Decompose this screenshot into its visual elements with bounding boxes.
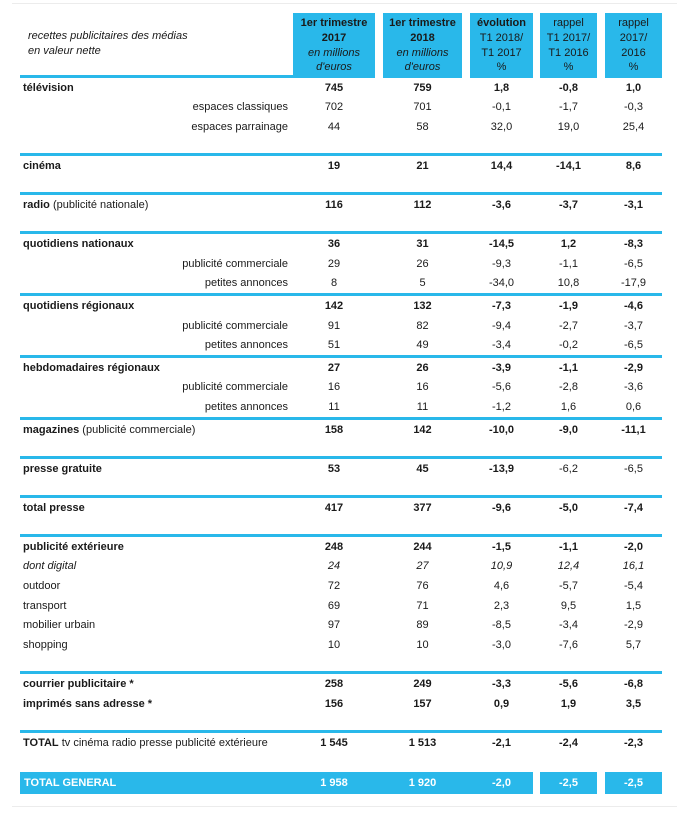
cell-value: -2,0 bbox=[492, 777, 511, 790]
table-row bbox=[20, 420, 662, 440]
cell-value: -6,5 bbox=[624, 339, 643, 352]
cell-value: 21 bbox=[416, 160, 429, 173]
cell-value: 1,8 bbox=[493, 81, 510, 94]
cell-value: -3,7 bbox=[559, 199, 578, 212]
bottom-hairline bbox=[12, 806, 677, 807]
table-title-line2: en valeur nette bbox=[28, 45, 101, 57]
cell-value: 19,0 bbox=[557, 120, 580, 133]
cell-value: 10 bbox=[327, 638, 341, 651]
row-label bbox=[20, 502, 293, 514]
table-row bbox=[20, 156, 662, 176]
cell-value: -13,9 bbox=[488, 462, 515, 475]
cell-value: -17,9 bbox=[620, 277, 647, 290]
cell-value: -9,0 bbox=[559, 423, 578, 436]
column-header-q1-2018 bbox=[383, 13, 462, 78]
cell-value: 26 bbox=[416, 257, 429, 270]
row-label-text: magazines bbox=[23, 423, 80, 436]
column-header-q1-2017 bbox=[293, 13, 375, 78]
row-label bbox=[20, 199, 293, 211]
cell-value: -1,7 bbox=[559, 101, 578, 114]
cell-value: 4,6 bbox=[493, 580, 510, 593]
table-row bbox=[20, 557, 662, 577]
cell-value: 1,0 bbox=[625, 81, 642, 94]
column-header-line: en millions bbox=[396, 46, 449, 59]
cell-value: -3,7 bbox=[624, 319, 643, 332]
cell-value: -11,1 bbox=[621, 423, 646, 436]
cell-value: 701 bbox=[413, 101, 432, 114]
row-spacer bbox=[20, 439, 662, 456]
row-label-text: publicité commerciale bbox=[182, 381, 288, 394]
cell-value: 0,6 bbox=[625, 401, 642, 414]
table-row bbox=[20, 358, 662, 378]
cell-value: 82 bbox=[416, 319, 429, 332]
cell-value: -6,5 bbox=[624, 257, 643, 270]
cell-value: 51 bbox=[327, 339, 341, 352]
cell-value: 3,5 bbox=[625, 697, 642, 710]
column-header-line: 2017/ bbox=[619, 31, 648, 44]
column-header-line: 2017 bbox=[321, 31, 347, 44]
row-label bbox=[20, 277, 293, 289]
cell-value: 11 bbox=[416, 401, 429, 414]
cell-value: 29 bbox=[327, 257, 341, 270]
row-label bbox=[20, 600, 293, 612]
cell-value: 25,4 bbox=[622, 120, 645, 133]
row-label-suffix: (publicité commerciale) bbox=[79, 423, 196, 436]
cell-value: 10 bbox=[416, 638, 429, 651]
cell-value: -0,8 bbox=[559, 81, 578, 94]
column-header-line: % bbox=[628, 61, 639, 74]
column-header-line: T1 2017 bbox=[481, 46, 522, 59]
cell-value: -0,3 bbox=[624, 101, 643, 114]
cell-value: -1,9 bbox=[559, 300, 578, 313]
cell-value: -2,3 bbox=[624, 736, 643, 749]
cell-value: 5,7 bbox=[625, 638, 642, 651]
cell-value: 44 bbox=[327, 120, 341, 133]
column-header-line: T1 2016 bbox=[548, 46, 589, 59]
column-header-rappel-t1 bbox=[540, 13, 597, 78]
row-label-text: petites annonces bbox=[204, 401, 288, 414]
table-row bbox=[20, 195, 662, 215]
table-row bbox=[20, 459, 662, 479]
row-label bbox=[20, 339, 293, 351]
cell-value: -3,4 bbox=[559, 619, 578, 632]
cell-value: -14,5 bbox=[488, 238, 515, 251]
row-label-text: cinéma bbox=[23, 160, 61, 173]
row-label-text: outdoor bbox=[23, 580, 61, 593]
cell-value: 377 bbox=[413, 501, 432, 514]
column-header-line: rappel bbox=[618, 17, 649, 30]
table-row bbox=[20, 98, 662, 118]
cell-value: -9,3 bbox=[492, 257, 511, 270]
cell-value: -2,0 bbox=[624, 540, 643, 553]
cell-value: -1,2 bbox=[492, 401, 511, 414]
row-label bbox=[20, 362, 293, 374]
table-row bbox=[20, 615, 662, 635]
row-label-text: transport bbox=[23, 599, 67, 612]
row-label-suffix: (publicité nationale) bbox=[49, 199, 149, 212]
header-columns bbox=[293, 13, 662, 78]
cell-value: -7,3 bbox=[492, 300, 511, 313]
column-header-line: d'euros bbox=[404, 61, 441, 74]
cell-value: 32,0 bbox=[490, 120, 513, 133]
cell-value: -7,6 bbox=[559, 638, 578, 651]
table-row bbox=[20, 117, 662, 137]
row-label bbox=[20, 82, 293, 94]
cell-value: 702 bbox=[324, 101, 344, 114]
row-label bbox=[20, 381, 293, 393]
column-header-line: % bbox=[496, 61, 507, 74]
row-label: TOTAL GENERAL bbox=[24, 777, 117, 790]
row-label bbox=[20, 320, 293, 332]
column-header-line: 2016 bbox=[621, 46, 646, 59]
column-header-line: en millions bbox=[308, 46, 360, 59]
row-spacer bbox=[20, 518, 662, 535]
cell-value: -6,8 bbox=[624, 677, 643, 690]
cell-value: -3,1 bbox=[624, 199, 643, 212]
row-label bbox=[20, 463, 293, 475]
row-label-text: mobilier urbain bbox=[23, 619, 96, 632]
cell-value: 745 bbox=[324, 81, 344, 94]
row-label bbox=[20, 580, 293, 592]
column-header-line: 1er trimestre bbox=[389, 17, 456, 30]
table-row bbox=[20, 537, 662, 557]
cell-value: 24 bbox=[327, 560, 341, 573]
row-label bbox=[20, 678, 293, 690]
cell-value: -6,5 bbox=[624, 462, 643, 475]
cell-value: 248 bbox=[324, 540, 344, 553]
row-label bbox=[20, 424, 293, 436]
row-label-text: quotidiens nationaux bbox=[23, 238, 134, 251]
grand-total-band bbox=[20, 772, 533, 794]
row-label bbox=[20, 560, 293, 572]
table-row bbox=[20, 733, 662, 753]
cell-value: 759 bbox=[413, 81, 432, 94]
cell-value: -1,1 bbox=[559, 257, 578, 270]
cell-value: -7,4 bbox=[624, 501, 643, 514]
cell-value: 1,9 bbox=[560, 697, 577, 710]
column-header-line: 2018 bbox=[410, 31, 435, 44]
cell-value: -1,1 bbox=[559, 361, 578, 374]
row-label-text: hebdomadaires régionaux bbox=[23, 361, 160, 374]
cell-value: -2,9 bbox=[624, 619, 643, 632]
row-label-text: TOTAL bbox=[23, 736, 59, 749]
cell-value: 49 bbox=[416, 339, 429, 352]
table-row bbox=[20, 378, 662, 398]
table-row bbox=[20, 296, 662, 316]
cell-value: 71 bbox=[416, 599, 429, 612]
cell-value: 1 513 bbox=[408, 736, 437, 749]
cell-value: -3,3 bbox=[492, 677, 511, 690]
cell-value: 249 bbox=[413, 677, 432, 690]
cell-value: 8 bbox=[330, 277, 338, 290]
table-row bbox=[20, 635, 662, 655]
row-label-text: quotidiens régionaux bbox=[23, 300, 135, 313]
column-header-line: rappel bbox=[553, 17, 584, 30]
cell-value: 31 bbox=[416, 238, 429, 251]
table-title bbox=[20, 13, 293, 78]
table-row bbox=[20, 596, 662, 616]
row-label-text: publicité commerciale bbox=[182, 257, 288, 270]
row-label-text: total presse bbox=[23, 501, 85, 514]
cell-value: 58 bbox=[416, 120, 429, 133]
cell-value: 16 bbox=[416, 381, 429, 394]
cell-value: -3,6 bbox=[492, 199, 511, 212]
row-label-text: publicité extérieure bbox=[23, 540, 124, 553]
column-header-line: T1 2018/ bbox=[479, 31, 524, 44]
cell-value: 11 bbox=[328, 401, 340, 414]
row-spacer bbox=[20, 176, 662, 193]
cell-value: 1,5 bbox=[625, 599, 642, 612]
grand-total-row bbox=[20, 772, 662, 794]
cell-value: 244 bbox=[413, 540, 432, 553]
cell-value: 258 bbox=[324, 677, 344, 690]
row-label-text: télévision bbox=[23, 81, 74, 94]
row-label-text: courrier publicitaire * bbox=[23, 677, 134, 690]
cell-value: 91 bbox=[327, 319, 341, 332]
table-title-line1: recettes publicitaires des médias bbox=[28, 30, 188, 42]
table-row bbox=[20, 316, 662, 336]
row-label bbox=[20, 300, 293, 312]
cell-value: 10,9 bbox=[490, 560, 513, 573]
row-label bbox=[20, 160, 293, 172]
row-label bbox=[20, 737, 293, 749]
column-header-line: % bbox=[563, 61, 574, 74]
column-header-line: d'euros bbox=[316, 61, 352, 74]
cell-value: -2,5 bbox=[540, 772, 597, 794]
cell-value: 1,2 bbox=[560, 238, 577, 251]
cell-value: 12,4 bbox=[557, 560, 580, 573]
cell-value: 10,8 bbox=[557, 277, 580, 290]
cell-value: 89 bbox=[416, 619, 429, 632]
row-label-text: espaces classiques bbox=[192, 101, 288, 114]
row-label bbox=[20, 401, 293, 413]
cell-value: 1 545 bbox=[320, 736, 348, 749]
row-spacer bbox=[20, 137, 662, 154]
cell-value: 0,9 bbox=[493, 697, 510, 710]
cell-value: 19 bbox=[327, 160, 341, 173]
table-row bbox=[20, 576, 662, 596]
cell-value: -5,6 bbox=[492, 381, 511, 394]
table-row bbox=[20, 78, 662, 98]
row-label-suffix: tv cinéma radio presse publicité extérieure bbox=[58, 736, 268, 749]
row-spacer bbox=[20, 215, 662, 232]
cell-value: 36 bbox=[327, 238, 341, 251]
cell-value: 417 bbox=[324, 501, 344, 514]
cell-value: -6,2 bbox=[559, 462, 578, 475]
row-label-text: imprimés sans adresse * bbox=[23, 697, 153, 710]
cell-value: -5,0 bbox=[559, 501, 578, 514]
cell-value: 53 bbox=[327, 462, 341, 475]
row-label-text: radio bbox=[23, 199, 50, 212]
cell-value: -1,1 bbox=[559, 540, 578, 553]
cell-value: 116 bbox=[325, 199, 343, 212]
cell-value: -2,5 bbox=[605, 772, 662, 794]
row-label bbox=[20, 121, 293, 133]
row-label bbox=[20, 619, 293, 631]
cell-value: 26 bbox=[416, 361, 429, 374]
cell-value: -8,3 bbox=[624, 238, 643, 251]
cell-value: 112 bbox=[413, 199, 432, 212]
table-row bbox=[20, 335, 662, 355]
cell-value: 16,1 bbox=[622, 560, 645, 573]
cell-value: -2,1 bbox=[492, 736, 511, 749]
cell-value: -9,6 bbox=[492, 501, 511, 514]
column-header-line: T1 2017/ bbox=[546, 31, 591, 44]
cell-value: 97 bbox=[327, 619, 341, 632]
cell-value: -3,4 bbox=[492, 339, 511, 352]
cell-value: -8,5 bbox=[492, 619, 511, 632]
cell-value: 72 bbox=[327, 580, 341, 593]
row-spacer bbox=[20, 752, 662, 772]
cell-value: 27 bbox=[416, 560, 429, 573]
cell-value: -2,9 bbox=[624, 361, 643, 374]
row-spacer bbox=[20, 713, 662, 730]
cell-value: -34,0 bbox=[488, 277, 515, 290]
cell-value: -3,0 bbox=[492, 638, 511, 651]
column-header-line: évolution bbox=[477, 17, 526, 30]
cell-value: 2,3 bbox=[493, 599, 510, 612]
row-label-text: petites annonces bbox=[204, 339, 288, 352]
cell-value: -10,0 bbox=[488, 423, 515, 436]
cell-value: -4,6 bbox=[624, 300, 643, 313]
cell-value: -5,4 bbox=[624, 580, 643, 593]
top-hairline bbox=[12, 3, 677, 4]
cell-value: 1,6 bbox=[560, 401, 577, 414]
column-header-rappel-year bbox=[605, 13, 662, 78]
column-header-line: 1er trimestre bbox=[300, 17, 368, 30]
cell-value: 76 bbox=[416, 580, 429, 593]
row-label bbox=[20, 698, 293, 710]
row-label-text: presse gratuite bbox=[23, 462, 102, 475]
cell-value: 14,4 bbox=[490, 160, 513, 173]
cell-value: 16 bbox=[327, 381, 341, 394]
cell-value: 156 bbox=[324, 697, 344, 710]
cell-value: -2,8 bbox=[559, 381, 578, 394]
table-row bbox=[20, 498, 662, 518]
cell-value: -9,4 bbox=[492, 319, 511, 332]
cell-value: 45 bbox=[416, 462, 429, 475]
cell-value: 132 bbox=[413, 300, 432, 313]
cell-value: 8,6 bbox=[625, 160, 642, 173]
row-label bbox=[20, 639, 293, 651]
column-header-evolution bbox=[470, 13, 533, 78]
cell-value: 27 bbox=[327, 361, 341, 374]
row-label-text: espaces parrainage bbox=[191, 120, 288, 133]
cell-value: 1 920 bbox=[408, 777, 437, 790]
cell-value: 5 bbox=[419, 277, 426, 290]
row-label bbox=[20, 258, 293, 270]
cell-value: -2,4 bbox=[559, 736, 578, 749]
table-row bbox=[20, 254, 662, 274]
row-spacer bbox=[20, 479, 662, 496]
table-row bbox=[20, 674, 662, 694]
cell-value: 1 958 bbox=[320, 777, 348, 790]
cell-value: -5,6 bbox=[559, 677, 578, 690]
table-row bbox=[20, 397, 662, 417]
row-label-text: dont digital bbox=[23, 560, 77, 573]
row-label-text: petites annonces bbox=[204, 277, 288, 290]
table-row bbox=[20, 694, 662, 714]
cell-value: -0,1 bbox=[492, 101, 511, 114]
table-row bbox=[20, 234, 662, 254]
row-label bbox=[20, 101, 293, 113]
row-label bbox=[20, 541, 293, 553]
cell-value: -1,5 bbox=[492, 540, 511, 553]
row-label bbox=[20, 238, 293, 250]
cell-value: 157 bbox=[413, 697, 432, 710]
row-label-text: shopping bbox=[23, 638, 68, 651]
cell-value: 142 bbox=[413, 423, 432, 436]
row-label-text: publicité commerciale bbox=[182, 319, 288, 332]
table-header bbox=[20, 13, 689, 78]
table-body bbox=[20, 78, 662, 794]
cell-value: 69 bbox=[327, 599, 341, 612]
cell-value: -2,7 bbox=[559, 319, 578, 332]
row-spacer bbox=[20, 655, 662, 672]
cell-value: 142 bbox=[324, 300, 344, 313]
cell-value: 158 bbox=[324, 423, 344, 436]
cell-value: -0,2 bbox=[559, 339, 578, 352]
cell-value: -5,7 bbox=[559, 580, 578, 593]
cell-value: -14,1 bbox=[555, 160, 582, 173]
cell-value: -3,6 bbox=[624, 381, 643, 394]
table-row bbox=[20, 274, 662, 294]
cell-value: -3,9 bbox=[492, 361, 511, 374]
cell-value: 9,5 bbox=[560, 599, 577, 612]
